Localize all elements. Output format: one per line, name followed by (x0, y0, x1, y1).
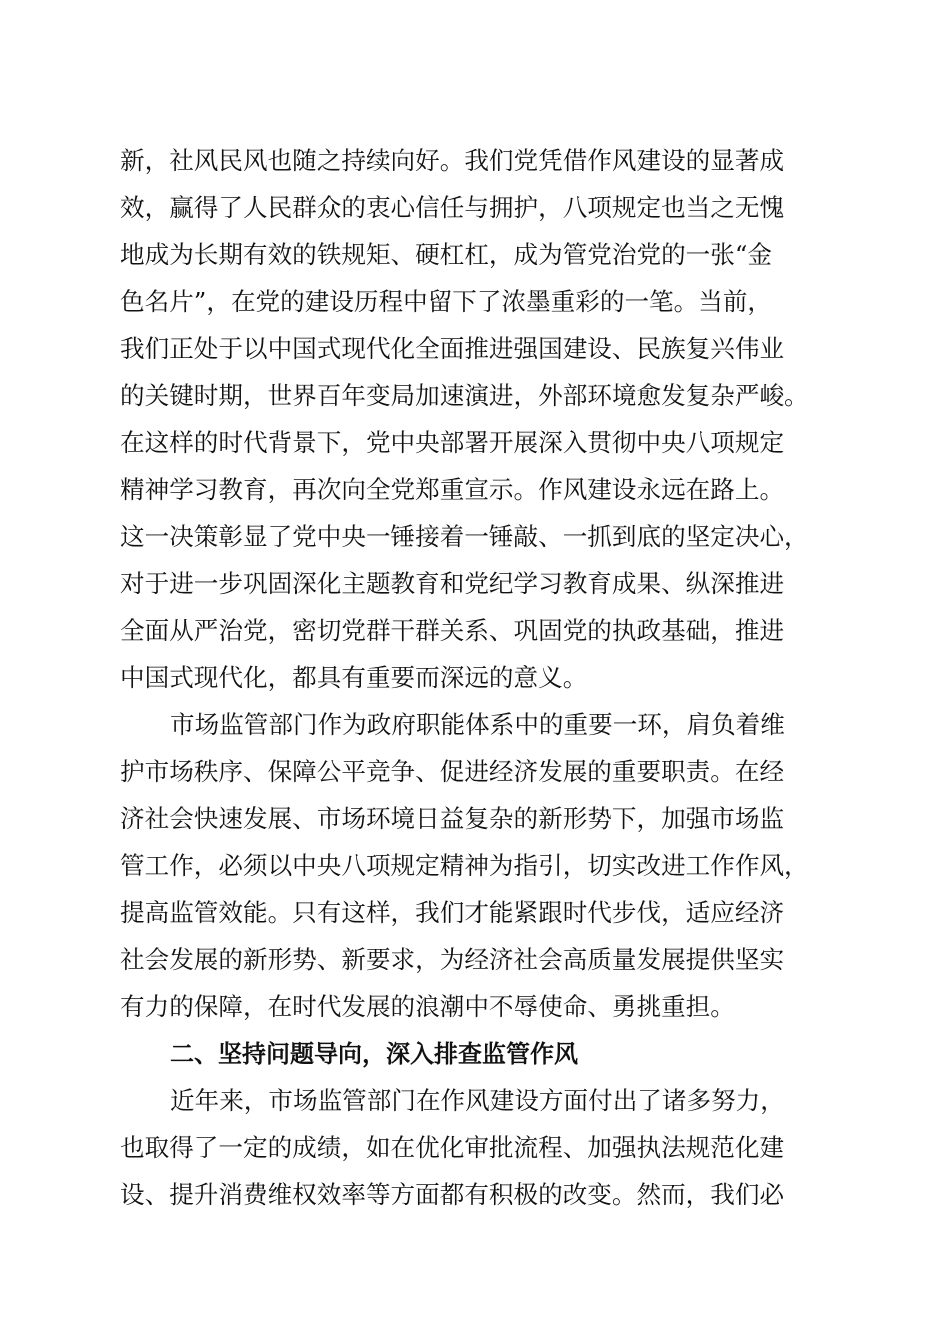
text-line: 我们正处于以中国式现代化全面推进强国建设、民族复兴伟业 (120, 334, 785, 363)
text-line: 的关键时期，世界百年变局加速演进，外部环境愈发复杂严峻。 (120, 381, 809, 410)
text-line: 护市场秩序、保障公平竞争、促进经济发展的重要职责。在经 (120, 757, 785, 786)
text-line: 济社会快速发展、市场环境日益复杂的新形势下，加强市场监 (120, 804, 785, 833)
text-line: 这一决策彰显了党中央一锤接着一锤敲、一抓到底的坚定决心， (120, 522, 809, 551)
text-line: 地成为长期有效的铁规矩、硬杠杠，成为管党治党的一张“金 (120, 240, 773, 269)
text-line: 提高监管效能。只有这样，我们才能紧跟时代步伐，适应经济 (120, 898, 785, 927)
text-line: 对于进一步巩固深化主题教育和党纪学习教育成果、纵深推进 (120, 569, 785, 598)
text-line: 社会发展的新形势、新要求，为经济社会高质量发展提供坚实 (120, 945, 785, 974)
paragraph-first-line: 近年来，市场监管部门在作风建设方面付出了诸多努力， (170, 1086, 785, 1115)
text-line: 精神学习教育，再次向全党郑重宣示。作风建设永远在路上。 (120, 475, 785, 504)
text-line: 中国式现代化，都具有重要而深远的意义。 (120, 663, 588, 692)
text-line: 设、提升消费维权效率等方面都有积极的改变。然而，我们必 (120, 1180, 785, 1209)
text-line: 新，社风民风也随之持续向好。我们党凭借作风建设的显著成 (120, 146, 785, 175)
section-heading: 二、坚持问题导向，深入排查监管作风 (170, 1040, 578, 1068)
text-line: 有力的保障，在时代发展的浪潮中不辱使命、勇挑重担。 (120, 992, 735, 1021)
text-line: 也取得了一定的成绩，如在优化审批流程、加强执法规范化建 (120, 1133, 785, 1162)
text-line: 效，赢得了人民群众的衷心信任与拥护，八项规定也当之无愧 (120, 193, 785, 222)
text-line: 在这样的时代背景下，党中央部署开展深入贯彻中央八项规定 (120, 428, 785, 457)
text-line: 管工作，必须以中央八项规定精神为指引，切实改进工作作风， (120, 851, 809, 880)
text-line: 全面从严治党，密切党群干群关系、巩固党的执政基础，推进 (120, 616, 785, 645)
paragraph-first-line: 市场监管部门作为政府职能体系中的重要一环，肩负着维 (170, 710, 785, 739)
text-line: 色名片”，在党的建设历程中留下了浓墨重彩的一笔。当前， (120, 287, 773, 316)
